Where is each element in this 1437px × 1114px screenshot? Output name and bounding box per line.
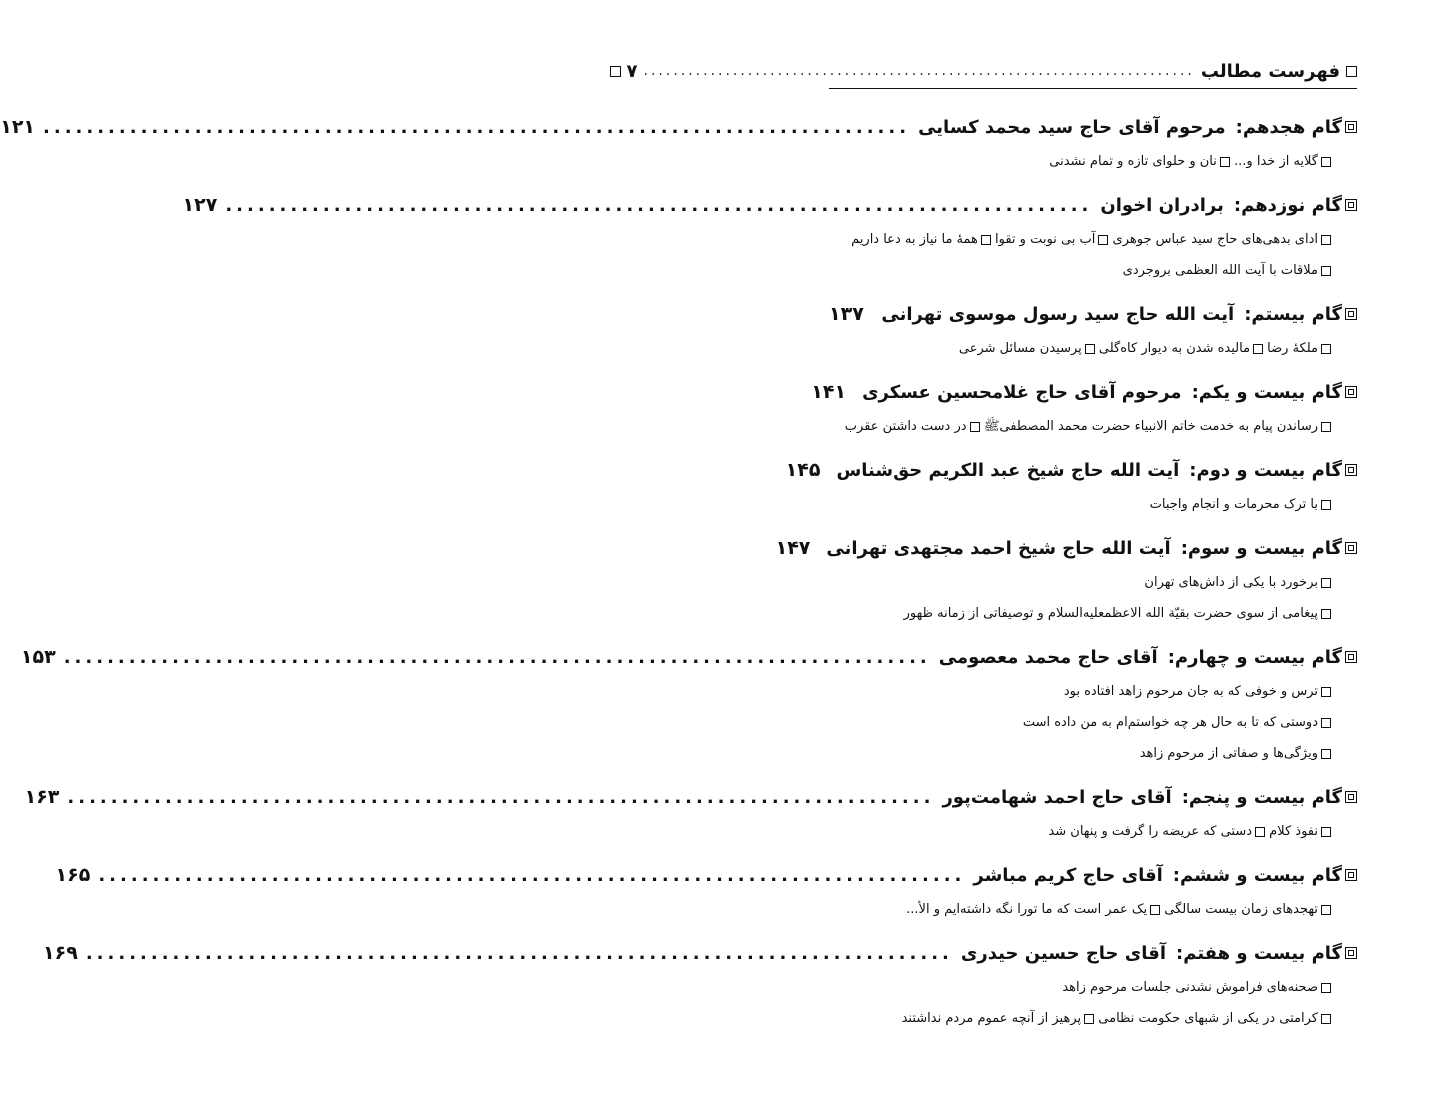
subtopic-item[interactable] <box>1023 715 1331 730</box>
toc-page-number: ۱۶۹ <box>43 942 78 964</box>
toc-subtopics <box>829 676 1357 769</box>
subtopic-item[interactable] <box>851 232 991 247</box>
toc-entry-name: آیت الله حاج شیخ عبد الکریم حق‌شناس <box>836 459 1180 481</box>
toc-entry-name: آقای حاج کریم مباشر <box>973 864 1163 886</box>
square-bullet-icon <box>1321 500 1331 510</box>
toc-entry <box>775 529 1357 629</box>
toc-page-number: ۱۲۷ <box>182 194 218 216</box>
subtopic-text: پیغامی از سوی حضرت بقیّة الله الاعظمعليه‌السلام و توصیفاتی از زمانه ظهور <box>903 606 1318 621</box>
toc-page-number: ۱۵۳ <box>20 646 56 668</box>
square-bullet-icon <box>1321 344 1331 354</box>
square-bullet-icon <box>1321 905 1331 915</box>
subtopic-item[interactable] <box>1098 1011 1331 1026</box>
square-bullet-icon <box>1321 749 1331 759</box>
subtopic-text: ترس و خوفی که به جان مرحوم زاهد افتاده بود <box>1063 684 1318 699</box>
toc-entry-heading[interactable] <box>0 108 1357 146</box>
subtopic-text: ملاقات با آیت الله العظمی بروجردی <box>1122 263 1318 278</box>
subtopic-item[interactable] <box>995 232 1108 247</box>
square-bullet-icon <box>1085 344 1095 354</box>
toc-subtopics <box>829 816 1357 847</box>
subtopic-item[interactable] <box>1269 824 1331 839</box>
toc-entry-heading[interactable] <box>785 451 1357 489</box>
toc-subtopics <box>829 333 1357 364</box>
square-bullet-icon <box>1220 157 1230 167</box>
toc-entry-heading[interactable] <box>811 373 1357 411</box>
toc-entry-name: مرحوم آقای حاج سید محمد کسایی <box>918 116 1226 138</box>
square-bullet-icon <box>1321 235 1331 245</box>
subtopic-item[interactable] <box>1099 341 1263 356</box>
toc-subtopics <box>829 146 1357 177</box>
toc-page-number: ۱۴۱ <box>811 381 847 403</box>
square-bullet-icon <box>1321 1014 1331 1024</box>
subtopic-text: دوستی که تا به حال هر چه خواستم‌ام به من داده است <box>1022 715 1318 730</box>
toc-entry-title: گام بیست و یکم: <box>1191 381 1342 403</box>
subtopic-text: مالیده شدن به دیوار کاه‌گلی <box>1098 341 1251 356</box>
leader-dots: ................................................................................ <box>67 786 935 808</box>
toc-entry-name: آقای حاج احمد شهامت‌پور <box>942 786 1172 808</box>
leader-dots: ................................................................................ <box>98 864 966 886</box>
toc-entry <box>24 778 1357 847</box>
double-square-icon <box>1345 791 1357 803</box>
double-square-icon <box>1345 199 1357 211</box>
toc-subtopics <box>829 567 1357 629</box>
subtopic-item[interactable] <box>1113 232 1331 247</box>
toc-entry-name: آقای حاج محمد معصومی <box>938 646 1158 668</box>
toc-page-number: ۱۳۷ <box>829 303 864 325</box>
square-bullet-icon <box>1098 235 1108 245</box>
header-rule <box>829 88 1357 89</box>
toc-entry <box>182 186 1357 286</box>
square-bullet-icon <box>1321 687 1331 697</box>
toc-entry-heading[interactable] <box>829 295 1357 333</box>
double-square-icon <box>1345 121 1357 133</box>
square-bullet-icon <box>1321 983 1331 993</box>
subtopic-item[interactable] <box>1234 154 1331 169</box>
subtopic-item[interactable] <box>1064 684 1331 699</box>
subtopic-text: نفوذ کلام <box>1269 824 1318 839</box>
header-square-icon <box>1346 66 1357 77</box>
toc-entry-title: گام بیست و چهارم: <box>1167 646 1342 668</box>
toc-page-number: ۱۶۵ <box>55 864 91 886</box>
subtopic-item[interactable] <box>1164 902 1331 917</box>
header-square-icon <box>610 66 621 77</box>
toc-page-number: ۱۴۷ <box>775 537 811 559</box>
square-bullet-icon <box>970 422 980 432</box>
square-bullet-icon <box>1255 827 1265 837</box>
square-bullet-icon <box>981 235 991 245</box>
toc-entry-heading[interactable] <box>182 186 1357 224</box>
subtopic-text: در دست داشتن عقرب <box>844 419 967 434</box>
header-page-number: ۷ <box>626 60 638 82</box>
toc-entry-title: گام هجدهم: <box>1235 116 1342 138</box>
toc-entry <box>829 295 1357 364</box>
toc-entry-title: گام بیست و دوم: <box>1189 459 1342 481</box>
square-bullet-icon <box>1321 718 1331 728</box>
square-bullet-icon <box>1253 344 1263 354</box>
double-square-icon <box>1345 947 1357 959</box>
subtopic-text: ملکهٔ رضا <box>1267 341 1318 356</box>
toc-entry-title: گام بیست و هفتم: <box>1176 942 1342 964</box>
toc-entry <box>785 451 1357 520</box>
subtopic-text: پرسیدن مسائل شرعی <box>958 341 1082 356</box>
square-bullet-icon <box>1321 609 1331 619</box>
double-square-icon <box>1345 308 1357 320</box>
toc-subtopics <box>829 894 1357 925</box>
square-bullet-icon <box>1321 157 1331 167</box>
square-bullet-icon <box>1084 1014 1094 1024</box>
square-bullet-icon <box>1321 422 1331 432</box>
leader-dots: ................................................................................ <box>85 942 953 964</box>
toc-page-number: ۱۴۵ <box>785 459 821 481</box>
toc-entry-title: گام بیست و سوم: <box>1180 537 1342 559</box>
subtopic-item[interactable] <box>984 419 1331 434</box>
toc-entry-title: گام بیست و پنجم: <box>1181 786 1342 808</box>
subtopic-text: با ترک محرمات و انجام واجبات <box>1149 497 1318 512</box>
subtopic-text: رساندن پیام به خدمت خاتم الانبیاء حضرت محمد المصطفیﷺ <box>983 419 1318 434</box>
toc-entry-name: برادران اخوان <box>1100 194 1224 216</box>
subtopic-item[interactable] <box>1062 980 1331 995</box>
header-title: فهرست مطالب <box>1200 60 1340 82</box>
leader-dots: ................................................................................ <box>63 646 931 668</box>
subtopic-text: کرامتی در یکی از شبهای حکومت نظامی <box>1098 1011 1318 1026</box>
subtopic-text: برخورد با یکی از داش‌های تهران <box>1144 575 1318 590</box>
subtopic-text: ادای بدهی‌های حاج سید عباس جوهری <box>1112 232 1318 247</box>
subtopic-item[interactable] <box>1123 263 1331 278</box>
square-bullet-icon <box>1321 827 1331 837</box>
double-square-icon <box>1345 869 1357 881</box>
subtopic-text: پرهیز از آنچه عموم مردم نداشتند <box>901 1011 1082 1026</box>
subtopic-item[interactable] <box>1049 154 1230 169</box>
double-square-icon <box>1345 651 1357 663</box>
toc-entry-heading[interactable] <box>20 638 1357 676</box>
toc-subtopics <box>829 489 1357 520</box>
toc-entry-name: آیت الله حاج سید رسول موسوی تهرانی <box>881 303 1235 325</box>
toc-entry-heading[interactable] <box>775 529 1357 567</box>
page-header <box>626 56 1357 86</box>
subtopic-item[interactable] <box>1048 824 1265 839</box>
double-square-icon <box>1345 464 1357 476</box>
toc-entry-heading[interactable] <box>43 934 1357 972</box>
toc-page-number: ۱۲۱ <box>0 116 36 138</box>
leader-dots <box>872 304 874 325</box>
subtopic-text: آب بی نوبت و تقوا <box>995 232 1096 247</box>
subtopic-text: صحنه‌های فراموش نشدنی جلسات مرحوم زاهد <box>1062 980 1318 995</box>
toc-entry-title: گام نوزدهم: <box>1233 194 1342 216</box>
subtopic-item[interactable] <box>906 902 1160 917</box>
toc-entry <box>20 638 1357 769</box>
toc-subtopics <box>829 411 1357 442</box>
square-bullet-icon <box>1150 905 1160 915</box>
subtopic-item[interactable] <box>1140 746 1331 761</box>
square-bullet-icon <box>1321 266 1331 276</box>
table-of-contents <box>0 108 1357 1043</box>
toc-subtopics <box>829 972 1357 1034</box>
toc-entry <box>43 934 1357 1034</box>
subtopic-text: ویژگی‌ها و صفاتی از مرحوم زاهد <box>1139 746 1318 761</box>
toc-entry <box>0 108 1357 177</box>
subtopic-text: همهٔ ما نیاز به دعا داریم <box>851 232 978 247</box>
subtopic-text: تهجدهای زمان بیست سالگی <box>1164 902 1318 917</box>
square-bullet-icon <box>1321 578 1331 588</box>
subtopic-item[interactable] <box>959 341 1095 356</box>
double-square-icon <box>1345 386 1357 398</box>
leader-dots: ................................................................................ <box>43 116 911 138</box>
toc-entry-name: آقای حاج حسین حیدری <box>960 942 1167 964</box>
subtopic-item[interactable] <box>904 606 1331 621</box>
toc-entry-name: مرحوم آقای حاج غلامحسین عسکری <box>862 381 1182 403</box>
subtopic-text: دستی که عریضه را گرفت و پنهان شد <box>1048 824 1253 839</box>
double-square-icon <box>1345 542 1357 554</box>
toc-entry-title: گام بیستم: <box>1244 303 1342 325</box>
toc-page-number: ۱۶۳ <box>24 786 60 808</box>
subtopic-item[interactable] <box>1144 575 1331 590</box>
toc-entry-title: گام بیست و ششم: <box>1172 864 1342 886</box>
toc-entry-heading[interactable] <box>24 778 1357 816</box>
toc-entry <box>811 373 1357 442</box>
subtopic-item[interactable] <box>1267 341 1331 356</box>
subtopic-text: گلایه از خدا و... <box>1234 154 1318 169</box>
toc-subtopics <box>829 224 1357 286</box>
toc-entry <box>55 856 1357 925</box>
subtopic-text: یک عمر است که ما تورا نگه داشته‌ایم و الأ... <box>906 902 1148 917</box>
subtopic-item[interactable] <box>845 419 980 434</box>
toc-entry-heading[interactable] <box>55 856 1357 894</box>
subtopic-item[interactable] <box>902 1011 1095 1026</box>
header-leader-dots: .......................................................................... <box>643 63 1195 79</box>
leader-dots: ................................................................................ <box>225 194 1093 216</box>
toc-entry-name: آیت الله حاج شیخ احمد مجتهدی تهرانی <box>826 537 1171 559</box>
subtopic-item[interactable] <box>1150 497 1331 512</box>
subtopic-text: نان و حلوای تازه و تمام نشدنی <box>1049 154 1217 169</box>
